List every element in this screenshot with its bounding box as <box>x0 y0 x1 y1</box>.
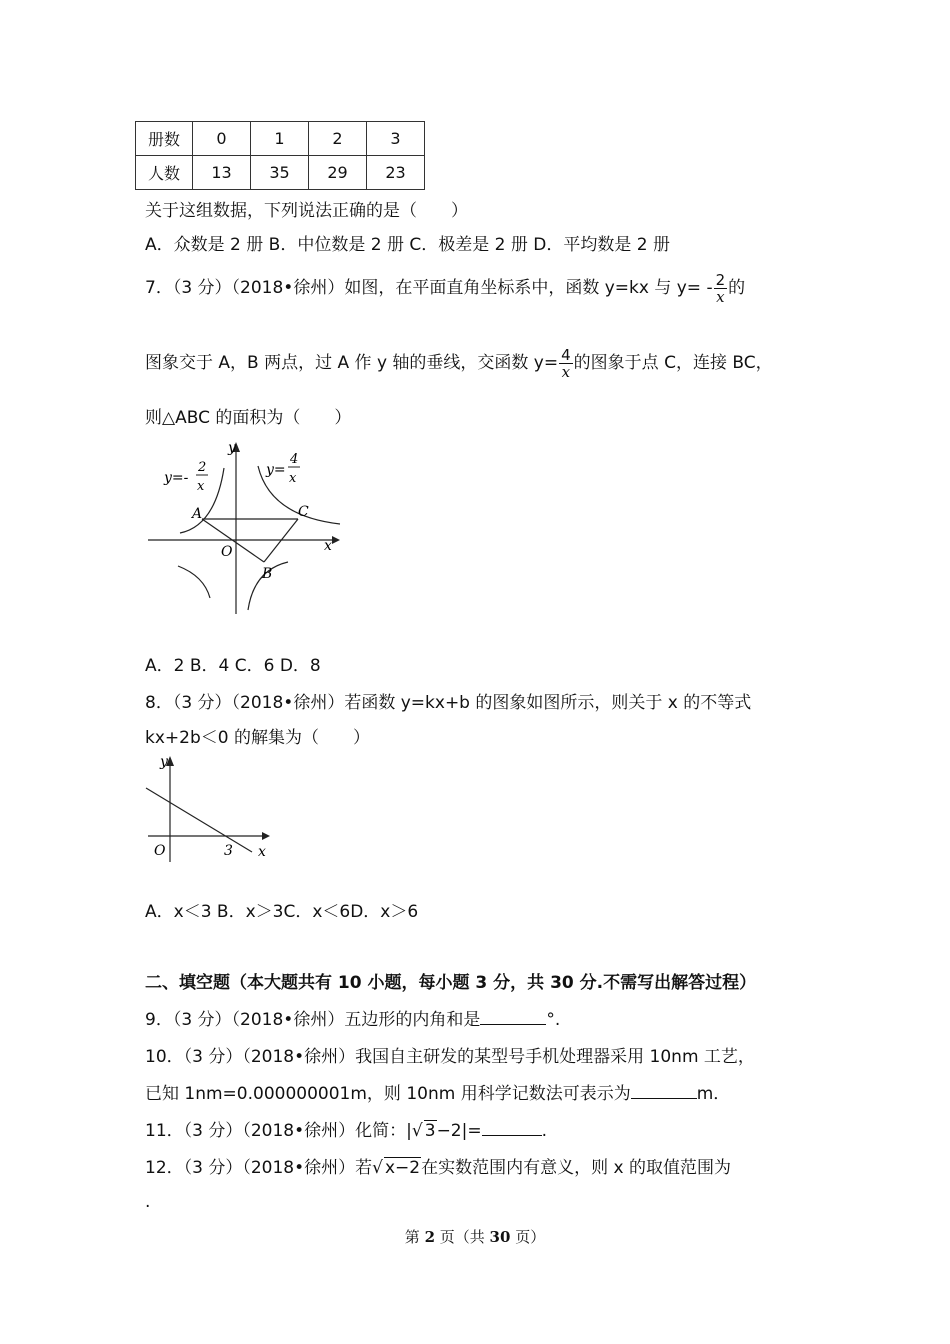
table-cell: 3 <box>367 122 425 156</box>
q10-line2-text: 已知 1nm=0.000000001m，则 10nm 用科学记数法可表示为 <box>145 1084 631 1104</box>
footer-middle: 页（共 <box>435 1228 490 1246</box>
label-axis-y: y <box>160 754 168 770</box>
q11-expr-rest: −2 <box>436 1121 462 1141</box>
table-cell: 13 <box>193 156 251 190</box>
table-cell: 册数 <box>136 122 193 156</box>
q7-line3: 则△ABC 的面积为（ ） <box>145 408 352 428</box>
q11-text: 11．（3 分）（2018•徐州）化简： <box>145 1121 407 1141</box>
label-point-a: A <box>192 506 203 522</box>
sqrt-symbol: √ <box>372 1158 383 1178</box>
table-row <box>136 122 425 156</box>
q7-line1-suffix: 的 <box>728 278 746 298</box>
footer-page-number: 2 <box>424 1228 435 1246</box>
label-origin: O <box>154 843 166 859</box>
table-cell: 1 <box>251 122 309 156</box>
q11 <box>145 1116 547 1141</box>
label-point-c: C <box>298 504 309 520</box>
q7-line1 <box>145 268 745 308</box>
x-axis-arrow <box>332 536 340 544</box>
label-right-num: 4 <box>290 452 299 467</box>
q7-line2 <box>145 343 773 383</box>
q7-fraction-4x <box>559 347 573 380</box>
q8-line2: kx+2b＜0 的解集为（ ） <box>145 728 370 748</box>
fraction-denominator: x <box>716 287 725 306</box>
label-origin: O <box>221 544 233 560</box>
fraction-numerator: 4 <box>561 345 571 364</box>
label-point-b: B <box>262 566 273 582</box>
q6-stem: 关于这组数据，下列说法正确的是（ ） <box>145 201 468 221</box>
answer-blank <box>631 1084 697 1099</box>
fraction-denominator: x <box>561 362 571 381</box>
frequency-table <box>135 121 425 190</box>
section-heading: 二、填空题（本大题共有 10 小题，每小题 3 分，共 30 分.不需写出解答过程） <box>145 973 757 993</box>
label-left-num: 2 <box>198 460 207 475</box>
abs-bar: | <box>406 1121 412 1141</box>
curve-pos-branch-lower-left <box>178 566 210 598</box>
sqrt-radicand: x−2 <box>385 1158 421 1178</box>
q12-line2: . <box>145 1192 151 1212</box>
table-cell: 35 <box>251 156 309 190</box>
q8-line1: 8．（3 分）（2018•徐州）若函数 y=kx+b 的图象如图所示，则关于 x 的不等式 <box>145 693 752 713</box>
label-axis-x: x <box>258 844 266 860</box>
fraction-numerator: 2 <box>715 270 726 289</box>
table-cell: 人数 <box>136 156 193 190</box>
q7-line2-suffix: 的图象于点 C，连接 BC， <box>573 353 773 373</box>
q9-suffix: °. <box>546 1010 561 1030</box>
q7-line1-text: 7．（3 分）（2018•徐州）如图，在平面直角坐标系中，函数 y=kx 与 y= - <box>145 278 713 298</box>
q10-line1: 10．（3 分）（2018•徐州）我国自主研发的某型号手机处理器采用 10nm 工艺， <box>145 1047 755 1067</box>
x-axis-arrow <box>262 832 270 840</box>
label-left-den: x <box>197 479 205 494</box>
label-left-y: y=- <box>164 470 189 486</box>
q12-rest: 在实数范围内有意义，则 x 的取值范围为 <box>421 1158 731 1178</box>
table-cell: 0 <box>193 122 251 156</box>
label-right-y: y= <box>266 462 286 478</box>
footer-suffix: 页） <box>510 1228 546 1246</box>
sqrt-radicand: 3 <box>424 1121 436 1141</box>
label-tick-3: 3 <box>224 843 233 859</box>
q9-text: 9．（3 分）（2018•徐州）五边形的内角和是 <box>145 1010 481 1030</box>
footer-prefix: 第 <box>404 1228 425 1246</box>
q7-hyperbola-figure <box>140 438 350 618</box>
table-cell: 2 <box>309 122 367 156</box>
table-row <box>136 156 425 190</box>
table-cell: 29 <box>309 156 367 190</box>
label-axis-x: x <box>324 538 332 554</box>
table-cell: 23 <box>367 156 425 190</box>
footer-total-pages: 30 <box>489 1228 511 1246</box>
q11-suffix: . <box>541 1121 548 1141</box>
q12-line1 <box>145 1153 731 1178</box>
label-axis-y: y <box>228 440 236 456</box>
answer-blank <box>482 1121 542 1136</box>
q8-options: A．x＜3 B．x＞3C．x＜6D．x＞6 <box>145 902 419 922</box>
q7-line2-text: 图象交于 A，B 两点，过 A 作 y 轴的垂线，交函数 y= <box>145 353 559 373</box>
q10-suffix: m． <box>696 1084 731 1104</box>
q10-line2 <box>145 1079 730 1104</box>
q7-fraction-neg2x <box>714 272 728 305</box>
q9 <box>145 1005 560 1030</box>
label-right-den: x <box>289 471 297 486</box>
q12-text: 12．（3 分）（2018•徐州）若 <box>145 1158 373 1178</box>
q11-expr-end: |= <box>461 1121 482 1141</box>
page-footer <box>0 1226 950 1247</box>
sqrt-symbol: √ <box>411 1121 423 1141</box>
q8-line-figure <box>140 752 280 867</box>
answer-blank <box>480 1010 546 1025</box>
q7-options: A．2 B．4 C．6 D．8 <box>145 656 321 676</box>
q6-options: A．众数是 2 册 B．中位数是 2 册 C．极差是 2 册 D．平均数是 2 册 <box>145 235 670 255</box>
